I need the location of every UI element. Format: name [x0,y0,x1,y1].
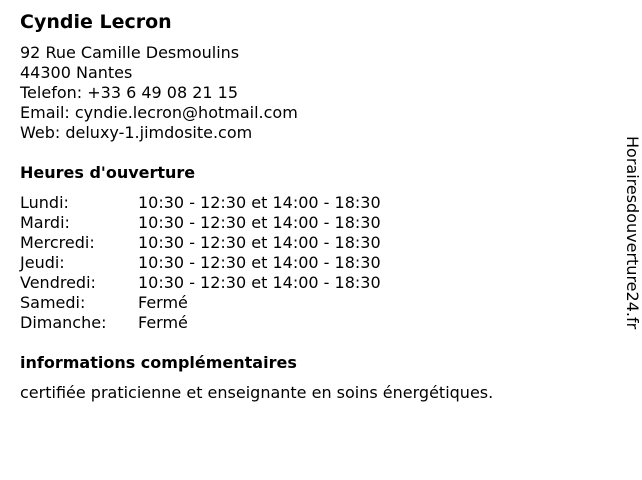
hours-row-wednesday [20,233,600,253]
hours-day: Mardi: [20,213,70,232]
hours-row-sunday [20,313,600,333]
hours-row-tuesday [20,213,600,233]
city-address: 44300 Nantes [20,63,133,82]
hours-time: 10:30 - 12:30 et 14:00 - 18:30 [138,233,381,252]
hours-row-friday [20,273,600,293]
hours-day: Mercredi: [20,233,95,252]
phone-line: Telefon: +33 6 49 08 21 15 [20,83,239,102]
hours-time: 10:30 - 12:30 et 14:00 - 18:30 [138,253,381,272]
hours-time: Fermé [138,293,188,312]
street-address: 92 Rue Camille Desmoulins [20,43,240,62]
hours-day: Dimanche: [20,313,107,332]
site-watermark: Horairesdouverture24.fr [623,136,642,330]
email-line: Email: cyndie.lecron@hotmail.com [20,103,298,122]
hours-time: 10:30 - 12:30 et 14:00 - 18:30 [138,193,381,212]
hours-day: Jeudi: [20,253,65,272]
business-card [20,11,600,403]
hours-day: Lundi: [20,193,69,212]
hours-row-saturday [20,293,600,313]
hours-row-monday [20,193,600,213]
hours-time: Fermé [138,313,188,332]
info-text: certifiée praticienne et enseignante en soins énergétiques. [20,383,494,402]
hours-heading: Heures d'ouverture [20,163,196,182]
hours-time: 10:30 - 12:30 et 14:00 - 18:30 [138,213,381,232]
hours-day: Vendredi: [20,273,96,292]
hours-row-thursday [20,253,600,273]
hours-table [20,193,600,333]
business-name: Cyndie Lecron [20,11,172,33]
hours-day: Samedi: [20,293,86,312]
info-heading: informations complémentaires [20,353,297,372]
hours-time: 10:30 - 12:30 et 14:00 - 18:30 [138,273,381,292]
web-line: Web: deluxy-1.jimdosite.com [20,123,253,142]
address-block [20,43,600,143]
